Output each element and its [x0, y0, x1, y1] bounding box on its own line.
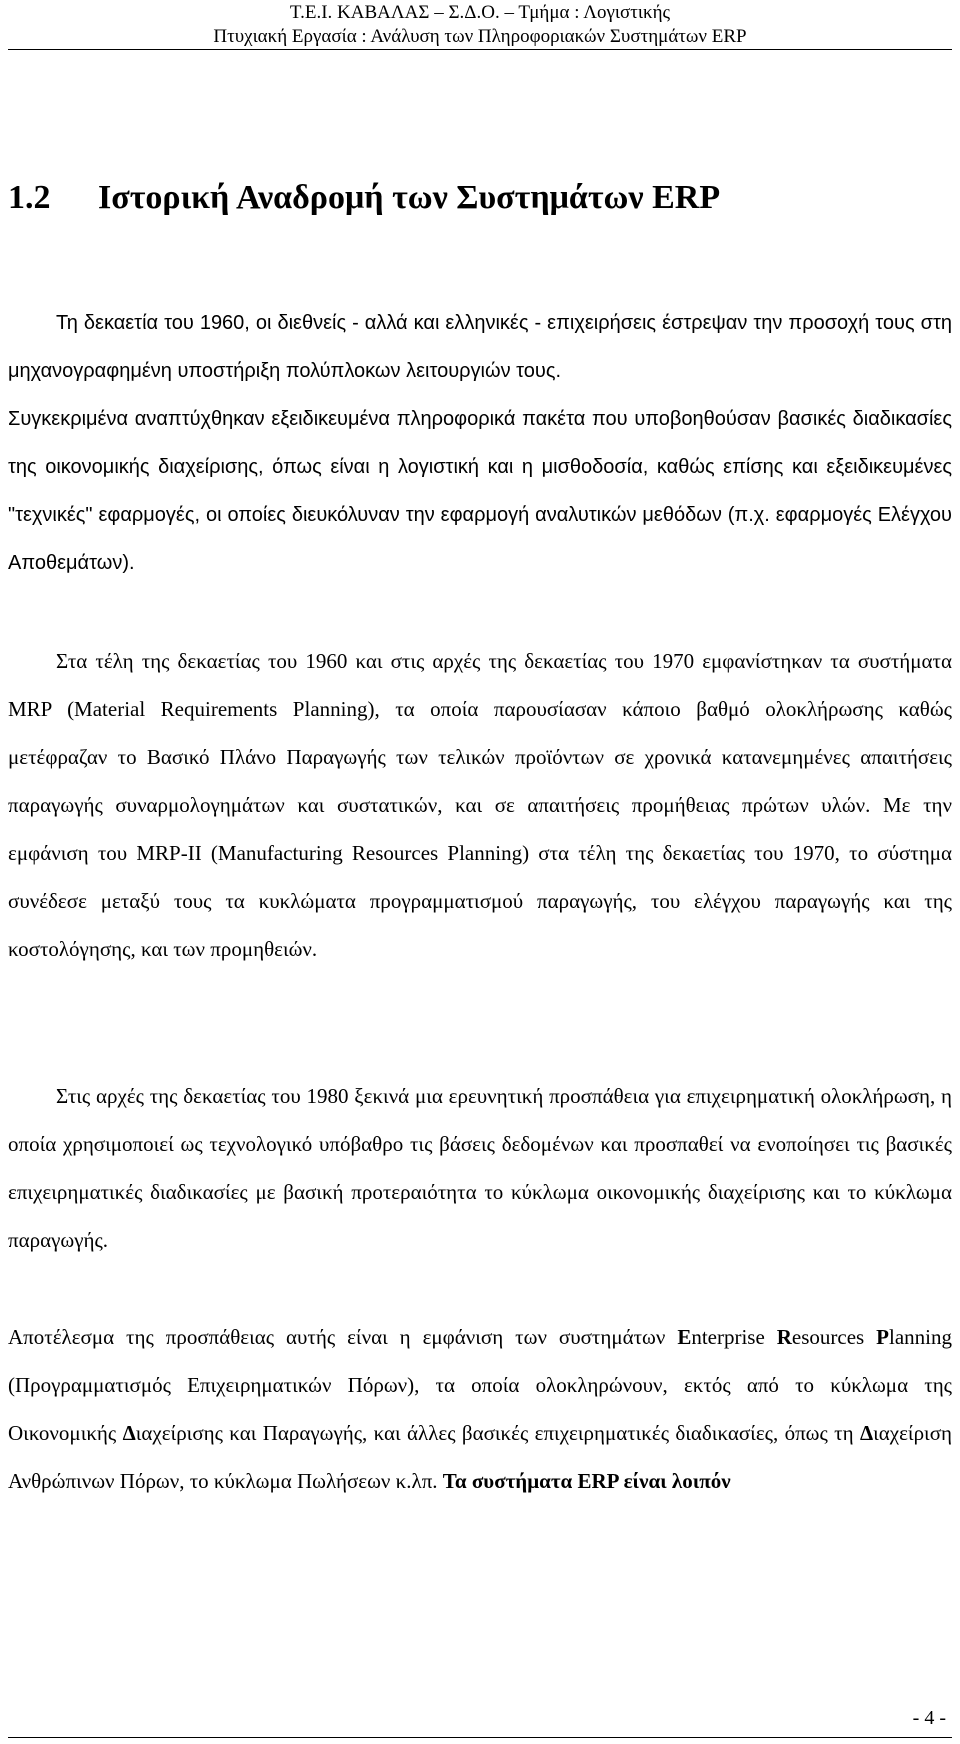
header-rule: [8, 49, 952, 50]
header-institution: Τ.Ε.Ι. ΚΑΒΑΛΑΣ – Σ.Δ.Ο. – Τμήμα : Λογιστικής: [289, 2, 671, 23]
acronym-letter-p: P: [876, 1325, 889, 1349]
p5-text: Αποτέλεσμα της προσπάθειας αυτής είναι η εμφάνιση των συστημάτων: [8, 1325, 678, 1349]
header-thesis-title: Πτυχιακή Εργασία : Ανάλυση των Πληροφοριακών Συστημάτων ERP: [213, 26, 747, 47]
section-number: 1.2: [8, 179, 51, 216]
emphasis-letter-delta: Δ: [122, 1421, 136, 1445]
paragraph-3: Στα τέλη της δεκαετίας του 1960 και στις αρχές της δεκαετίας του 1970 εμφανίστηκαν τα συστήματα MRP (Material Requirements Planning), τα οποία παρουσίασαν κάποιο βαθμό ολοκλήρωσης καθώς μετέφραζαν το Βασικό Πλάνο Παραγωγής των τελικών προϊόντων σε χρονικά κατανεμημένες απαιτήσεις παραγωγής συναρμολογημάτων και συστατικών, και σε απαιτήσεις προμήθειας πρώτων υλών. Με την εμφάνιση του MRP-II (Manufacturing Resources Planning) στα τέλη της δεκαετίας του 1970, το σύστημα συνέδεσε μεταξύ τους τα κυκλώματα προγραμματισμού παραγωγής, του ελέγχου παραγωγής και της κοστολόγησης, και των προμηθειών.: [8, 649, 952, 961]
footer-rule: [8, 1737, 952, 1738]
page-header: [0, 0, 960, 49]
page-number: - 4 -: [912, 1707, 946, 1729]
p5-text: nterprise: [691, 1325, 777, 1349]
acronym-letter-r: R: [776, 1325, 792, 1349]
p5-text: esources: [791, 1325, 877, 1349]
paragraph-4: Στις αρχές της δεκαετίας του 1980 ξεκινά μια ερευνητική προσπάθεια για επιχειρηματική ολοκλήρωση, η οποία χρησιμοποιεί ως τεχνολογικό υπόβαθρο τις βάσεις δεδομένων και προσπαθεί να ενοποίησει τις βασικές επιχειρηματικές διαδικασίες με βασική προτεραιότητα το κύκλωμα οικονομικής διαχείρισης και το κύκλωμα παραγωγής.: [8, 1084, 952, 1252]
section-heading: [8, 176, 720, 220]
p5-bold-conclusion: Τα συστήματα ERP είναι λοιπόν: [442, 1469, 731, 1493]
section-title: Ιστορική Αναδρομή των Συστημάτων ERP: [98, 179, 721, 216]
paragraph-2: Συγκεκριμένα αναπτύχθηκαν εξειδικευμένα πληροφορικά πακέτα που υποβοηθούσαν βασικές διαδικασίες της οικονομικής διαχείρισης, όπως είναι η λογιστική και η μισθοδοσία, καθώς επίσης και εξειδικευμένες "τεχνικές" εφαρμογές, οι οποίες διευκόλυναν την εφαρμογή αναλυτικών μεθόδων (π.χ. εφαρμογές Ελέγχου Αποθεμάτων).: [8, 408, 952, 574]
p5-text: ιαχείριση Ανθρώπινων Πόρων, το κύκλωμα Πωλήσεων κ.λπ.: [8, 1421, 952, 1493]
p5-text: lanning (Προγραμματισμός Επιχειρηματικών Πόρων), τα οποία ολοκληρώνουν, εκτός από το κύκλωμα της Οικονομικής: [8, 1325, 952, 1445]
paragraph-1: Τη δεκαετία του 1960, οι διεθνείς - αλλά και ελληνικές - επιχειρήσεις έστρεψαν την προσοχή τους στη μηχανογραφημένη υποστήριξη πολύπλοκων λειτουργιών τους.: [8, 312, 952, 382]
p5-text: ιαχείρισης και Παραγωγής, και άλλες βασικές επιχειρηματικές διαδικασίες, όπως τη: [135, 1421, 860, 1445]
emphasis-letter-delta: Δ: [859, 1421, 874, 1445]
paragraph-5: [8, 1313, 952, 1505]
acronym-letter-e: E: [677, 1325, 692, 1349]
